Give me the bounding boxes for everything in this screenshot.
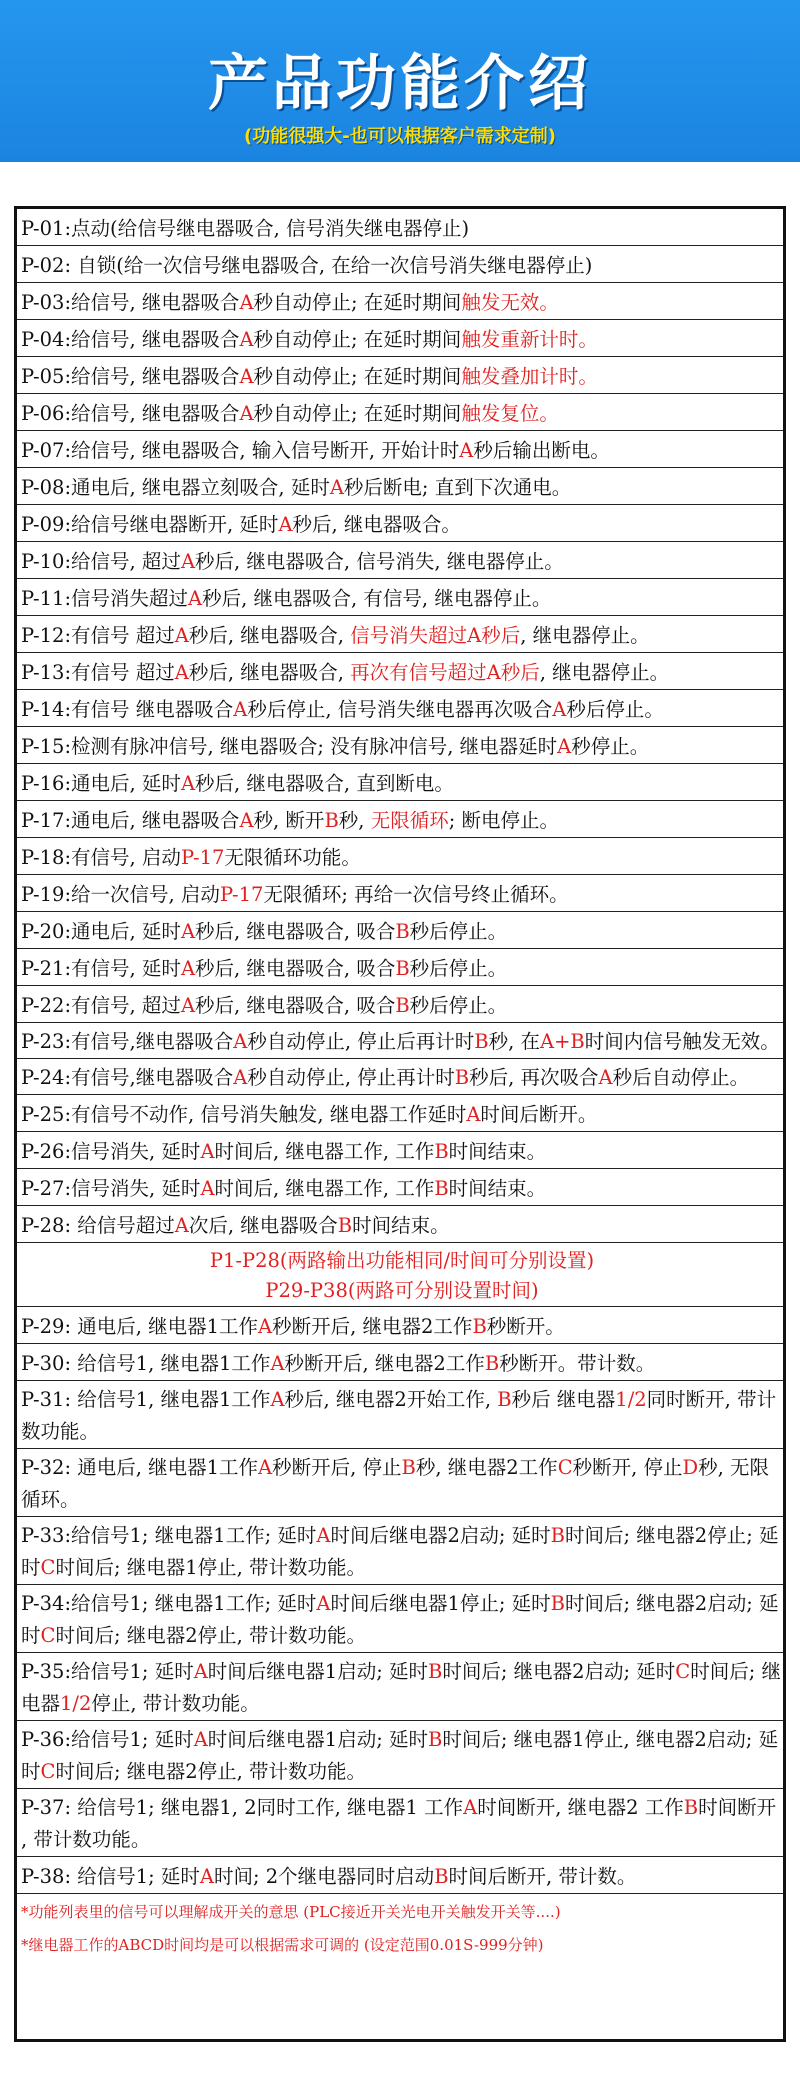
row-text: P-09:给信号继电器断开, 延时 bbox=[21, 513, 279, 536]
highlight-text: A bbox=[233, 1066, 248, 1089]
row-text: 时间后继电器1停止; 延时 bbox=[330, 1592, 551, 1615]
highlight-text: C bbox=[40, 1556, 56, 1579]
highlight-text: C bbox=[557, 1456, 573, 1479]
highlight-text: A bbox=[270, 1352, 285, 1375]
row-text: P-15:检测有脉冲信号, 继电器吸合; 没有脉冲信号, 继电器延时 bbox=[21, 735, 558, 758]
highlight-text: B bbox=[434, 1865, 449, 1888]
highlight-text: B bbox=[395, 994, 410, 1017]
highlight-text: B bbox=[683, 1796, 699, 1819]
row-text: 时间结束。 bbox=[448, 1140, 547, 1163]
row-text: 秒后停止。 bbox=[409, 957, 508, 980]
function-table bbox=[14, 206, 786, 2042]
function-row bbox=[17, 1169, 783, 1206]
highlight-text: 再次有信号超过A秒后 bbox=[350, 661, 540, 684]
row-text: ; 断电停止。 bbox=[448, 809, 559, 832]
highlight-text: B bbox=[497, 1388, 512, 1411]
function-row bbox=[17, 1206, 783, 1243]
highlight-text: 触发复位。 bbox=[461, 402, 559, 425]
function-row bbox=[17, 1344, 783, 1381]
highlight-text: C bbox=[40, 1624, 56, 1647]
row-text: 时间断开 , 带计数功能。 bbox=[21, 1796, 777, 1851]
row-text: 时间后, 继电器工作, 工作 bbox=[214, 1140, 435, 1163]
section-note-row bbox=[17, 1243, 783, 1307]
highlight-text: P-17 bbox=[219, 883, 264, 906]
row-text: P-37: 给信号1; 继电器1, 2同时工作, 继电器1 工作 bbox=[21, 1796, 464, 1819]
highlight-text: A bbox=[239, 402, 254, 425]
highlight-text: B bbox=[395, 957, 410, 980]
function-row bbox=[17, 875, 783, 912]
row-text: P-29: 通电后, 继电器1工作 bbox=[21, 1315, 259, 1338]
function-row bbox=[17, 1585, 783, 1653]
highlight-text: A bbox=[258, 1315, 273, 1338]
highlight-text: B bbox=[427, 1660, 443, 1683]
row-text: 秒后, 继电器2开始工作, bbox=[284, 1388, 498, 1411]
highlight-text: B bbox=[337, 1214, 353, 1237]
row-text: 无限循环; 再给一次信号终止循环。 bbox=[263, 883, 569, 906]
row-text: P-21:有信号, 延时 bbox=[21, 957, 181, 980]
function-row bbox=[17, 616, 783, 653]
function-row bbox=[17, 1653, 783, 1721]
row-text: 秒后 继电器 bbox=[511, 1388, 616, 1411]
row-text: P-35:给信号1; 延时 bbox=[21, 1660, 194, 1683]
highlight-text: B bbox=[401, 1456, 416, 1479]
highlight-text: C bbox=[40, 1760, 56, 1783]
row-text: P-22:有信号, 超过 bbox=[21, 994, 181, 1017]
highlight-text: A bbox=[278, 513, 293, 536]
row-text: 秒断开后, 继电器2工作 bbox=[272, 1315, 473, 1338]
row-text: P-03:给信号, 继电器吸合 bbox=[21, 291, 240, 314]
row-text: 秒, 继电器2工作 bbox=[415, 1456, 558, 1479]
function-row bbox=[17, 1132, 783, 1169]
highlight-text: D bbox=[682, 1456, 699, 1479]
highlight-text: A bbox=[180, 994, 196, 1017]
highlight-text: A bbox=[239, 365, 254, 388]
row-text: 时间结束。 bbox=[448, 1177, 547, 1200]
highlight-text: A bbox=[188, 587, 203, 610]
row-text: 时间后; 继电器1停止, 带计数功能。 bbox=[55, 1556, 367, 1579]
row-text: 时间后; 继电器1停止, 继电器2启动; 延时 bbox=[21, 1728, 779, 1783]
function-row bbox=[17, 320, 783, 357]
function-row bbox=[17, 801, 783, 838]
highlight-text: 触发叠加计时。 bbox=[461, 365, 598, 388]
row-text: 秒后自动停止。 bbox=[612, 1066, 750, 1089]
highlight-text: A bbox=[233, 1030, 248, 1053]
row-text: P-30: 给信号1, 继电器1工作 bbox=[21, 1352, 271, 1375]
row-text: 秒断开, 停止 bbox=[572, 1456, 683, 1479]
function-row bbox=[17, 1857, 783, 1894]
row-text: 秒后输出断电。 bbox=[473, 439, 610, 462]
row-text: 时间内信号触发无效。 bbox=[584, 1030, 780, 1053]
row-text: 时间后断开, 带计数。 bbox=[448, 1865, 637, 1888]
row-text: 秒, 无限循环。 bbox=[21, 1456, 770, 1511]
row-text: 停止, 带计数功能。 bbox=[91, 1692, 260, 1715]
row-text: 秒, 断开 bbox=[253, 809, 325, 832]
row-text: P-36:给信号1; 延时 bbox=[21, 1728, 194, 1751]
row-text: P-26:信号消失, 延时 bbox=[21, 1140, 201, 1163]
row-text: 秒自动停止, 停止后再计时 bbox=[247, 1030, 475, 1053]
highlight-text: A bbox=[233, 698, 248, 721]
row-text: P-12:有信号 超过 bbox=[21, 624, 175, 647]
row-text: 秒后, 继电器吸合, 信号消失, 继电器停止。 bbox=[195, 550, 564, 573]
function-row bbox=[17, 431, 783, 468]
row-text: 秒自动停止; 在延时期间 bbox=[253, 291, 462, 314]
highlight-text: C bbox=[675, 1660, 691, 1683]
highlight-text: B bbox=[324, 809, 339, 832]
row-text: 秒断开。带计数。 bbox=[499, 1352, 656, 1375]
row-text: 秒后, 继电器吸合, 吸合 bbox=[195, 920, 396, 943]
row-text: 秒后, 继电器吸合, bbox=[188, 661, 351, 684]
highlight-text: A bbox=[316, 1592, 331, 1615]
highlight-text: A bbox=[174, 1214, 189, 1237]
row-text: P-08:通电后, 继电器立刻吸合, 延时 bbox=[21, 476, 330, 499]
row-text: 秒自动停止; 在延时期间 bbox=[253, 328, 462, 351]
highlight-text: A bbox=[239, 291, 254, 314]
footnote: *功能列表里的信号可以理解成开关的意思 (PLC接近开关光电开关触发开关等....) bbox=[21, 1903, 561, 1921]
row-text: P-27:信号消失, 延时 bbox=[21, 1177, 201, 1200]
row-text: 秒停止。 bbox=[571, 735, 650, 758]
function-row bbox=[17, 1721, 783, 1789]
row-text: P-10:给信号, 超过 bbox=[21, 550, 181, 573]
function-row bbox=[17, 283, 783, 320]
highlight-text: A bbox=[316, 1524, 331, 1547]
highlight-text: A bbox=[180, 957, 196, 980]
highlight-text: A bbox=[174, 624, 189, 647]
highlight-text: A bbox=[466, 1103, 481, 1126]
row-text: 时间后; 继电器 bbox=[21, 1660, 781, 1715]
row-text: 秒后, 继电器吸合, 吸合 bbox=[195, 957, 396, 980]
row-text: P-04:给信号, 继电器吸合 bbox=[21, 328, 240, 351]
row-text: P-17:通电后, 继电器吸合 bbox=[21, 809, 240, 832]
row-text: 秒自动停止; 在延时期间 bbox=[253, 402, 462, 425]
page-subtitle: (功能很强大-也可以根据客户需求定制) bbox=[244, 126, 556, 147]
row-text: P-31: 给信号1, 继电器1工作 bbox=[21, 1388, 271, 1411]
function-row bbox=[17, 505, 783, 542]
row-text: 秒断开。 bbox=[486, 1315, 565, 1338]
row-text: 秒断开后, 停止 bbox=[272, 1456, 402, 1479]
highlight-text: A bbox=[193, 1660, 208, 1683]
row-text: 秒自动停止, 停止再计时 bbox=[247, 1066, 455, 1089]
row-text: P-01:点动(给信号继电器吸合, 信号消失继电器停止) bbox=[21, 217, 470, 240]
row-text: P-34:给信号1; 继电器1工作; 延时 bbox=[21, 1592, 317, 1615]
row-text: P-32: 通电后, 继电器1工作 bbox=[21, 1456, 259, 1479]
row-text: 秒后停止, 信号消失继电器再次吸合 bbox=[247, 698, 553, 721]
row-text: P-02: 自锁(给一次信号继电器吸合, 在给一次信号消失继电器停止) bbox=[21, 254, 593, 277]
footnote: *继电器工作的ABCD时间均是可以根据需求可调的 (设定范围0.01S-999分钟) bbox=[21, 1936, 544, 1954]
row-text: 秒后停止。 bbox=[409, 920, 508, 943]
function-row bbox=[17, 764, 783, 801]
function-row bbox=[17, 838, 783, 875]
row-text: 时间后; 继电器2启动; 延时 bbox=[442, 1660, 676, 1683]
highlight-text: B bbox=[395, 920, 410, 943]
highlight-text: A bbox=[258, 1456, 273, 1479]
highlight-text: A bbox=[180, 550, 196, 573]
row-text: 次后, 继电器吸合 bbox=[188, 1214, 338, 1237]
row-text: 时间后断开。 bbox=[480, 1103, 598, 1126]
row-text: 时间后继电器1启动; 延时 bbox=[207, 1728, 428, 1751]
row-text: P-16:通电后, 延时 bbox=[21, 772, 181, 795]
row-text: 秒后, 继电器吸合, 直到断电。 bbox=[195, 772, 454, 795]
row-text: 秒后, 继电器吸合, 吸合 bbox=[195, 994, 396, 1017]
highlight-text: B bbox=[427, 1728, 443, 1751]
row-text: 时间结束。 bbox=[352, 1214, 450, 1237]
highlight-text: A bbox=[239, 809, 254, 832]
row-text: P-05:给信号, 继电器吸合 bbox=[21, 365, 240, 388]
highlight-text: B bbox=[434, 1177, 449, 1200]
row-text: 秒后, 继电器吸合, 有信号, 继电器停止。 bbox=[202, 587, 552, 610]
row-text: 秒后, 继电器吸合, bbox=[188, 624, 351, 647]
function-row bbox=[17, 542, 783, 579]
row-text: P-18:有信号, 启动 bbox=[21, 846, 181, 869]
highlight-text: B bbox=[550, 1592, 566, 1615]
function-row bbox=[17, 1307, 783, 1344]
highlight-text: A bbox=[329, 476, 344, 499]
row-text: 秒后, 继电器吸合。 bbox=[292, 513, 461, 536]
highlight-text: A bbox=[552, 698, 567, 721]
highlight-text: A bbox=[459, 439, 474, 462]
row-text: 秒后停止。 bbox=[409, 994, 508, 1017]
row-text: , 继电器停止。 bbox=[520, 624, 650, 647]
highlight-text: A bbox=[463, 1796, 478, 1819]
highlight-text: A bbox=[598, 1066, 613, 1089]
row-text: 时间后; 继电器2停止; 延时 bbox=[21, 1524, 779, 1579]
page-title: 产品功能介绍 bbox=[208, 49, 592, 119]
function-row bbox=[17, 1023, 783, 1059]
row-text: 时间后, 继电器工作, 工作 bbox=[214, 1177, 435, 1200]
function-row bbox=[17, 1059, 783, 1095]
row-text: 时间断开, 继电器2 工作 bbox=[477, 1796, 684, 1819]
function-row bbox=[17, 1449, 783, 1517]
row-text: P-28: 给信号超过 bbox=[21, 1214, 175, 1237]
row-text: 时间后继电器1启动; 延时 bbox=[207, 1660, 428, 1683]
highlight-text: P-17 bbox=[180, 846, 225, 869]
highlight-text: B bbox=[474, 1030, 489, 1053]
row-text: 同时断开, 带计数功能。 bbox=[21, 1388, 777, 1443]
row-text: P-11:信号消失超过 bbox=[21, 587, 189, 610]
row-text: 无限循环功能。 bbox=[224, 846, 361, 869]
row-text: 秒后断电; 直到下次通电。 bbox=[343, 476, 572, 499]
row-text: 秒, bbox=[338, 809, 371, 832]
function-row bbox=[17, 986, 783, 1023]
row-text: 时间; 2个继电器同时启动 bbox=[214, 1865, 435, 1888]
highlight-text: B bbox=[454, 1066, 470, 1089]
row-text: 秒后, 再次吸合 bbox=[469, 1066, 599, 1089]
function-row bbox=[17, 1517, 783, 1585]
row-text: 秒, 在 bbox=[488, 1030, 540, 1053]
row-text: P-20:通电后, 延时 bbox=[21, 920, 181, 943]
row-text: P-38: 给信号1; 延时 bbox=[21, 1865, 200, 1888]
highlight-text: A bbox=[239, 328, 254, 351]
row-text: P-14:有信号 继电器吸合 bbox=[21, 698, 234, 721]
row-text: 秒后停止。 bbox=[566, 698, 664, 721]
function-row bbox=[17, 1789, 783, 1857]
highlight-text: A bbox=[557, 735, 572, 758]
row-text: P-24:有信号,继电器吸合 bbox=[21, 1066, 234, 1089]
highlight-text: A+B bbox=[539, 1030, 585, 1053]
function-row bbox=[17, 579, 783, 616]
row-text: P-13:有信号 超过 bbox=[21, 661, 175, 684]
highlight-text: 触发重新计时。 bbox=[461, 328, 598, 351]
function-row bbox=[17, 1381, 783, 1449]
highlight-text: 无限循环 bbox=[370, 809, 449, 832]
function-row bbox=[17, 1095, 783, 1132]
row-text: P-06:给信号, 继电器吸合 bbox=[21, 402, 240, 425]
highlight-text: B bbox=[550, 1524, 566, 1547]
row-text: 时间后继电器2启动; 延时 bbox=[330, 1524, 551, 1547]
highlight-text: 信号消失超过A秒后 bbox=[350, 624, 521, 647]
highlight-text: A bbox=[200, 1177, 215, 1200]
function-row bbox=[17, 912, 783, 949]
row-text: , 继电器停止。 bbox=[539, 661, 670, 684]
row-text: P29-P38(两路可分别设置时间) bbox=[265, 1279, 539, 1302]
row-text: P-23:有信号,继电器吸合 bbox=[21, 1030, 234, 1053]
highlight-text: A bbox=[200, 1140, 215, 1163]
row-text: P-07:给信号, 继电器吸合, 输入信号断开, 开始计时 bbox=[21, 439, 460, 462]
highlight-text: B bbox=[484, 1352, 500, 1375]
row-text: 时间后; 继电器2停止, 带计数功能。 bbox=[55, 1760, 367, 1783]
page-header bbox=[0, 0, 800, 162]
highlight-text: A bbox=[199, 1865, 214, 1888]
highlight-text: B bbox=[434, 1140, 449, 1163]
row-text: P-33:给信号1; 继电器1工作; 延时 bbox=[21, 1524, 317, 1547]
highlight-text: A bbox=[180, 772, 196, 795]
highlight-text: 触发无效。 bbox=[461, 291, 559, 314]
row-text: 秒断开后, 继电器2工作 bbox=[284, 1352, 485, 1375]
highlight-text: A bbox=[193, 1728, 208, 1751]
row-text: 时间后; 继电器2停止, 带计数功能。 bbox=[55, 1624, 367, 1647]
row-text: 时间后; 继电器2启动; 延时 bbox=[21, 1592, 779, 1647]
function-row bbox=[17, 246, 783, 283]
function-row bbox=[17, 394, 783, 431]
function-row bbox=[17, 690, 783, 727]
row-text: 秒自动停止; 在延时期间 bbox=[253, 365, 462, 388]
row-text: P-25:有信号不动作, 信号消失触发, 继电器工作延时 bbox=[21, 1103, 467, 1126]
function-row bbox=[17, 949, 783, 986]
function-row bbox=[17, 727, 783, 764]
function-row bbox=[17, 653, 783, 690]
function-row bbox=[17, 357, 783, 394]
highlight-text: A bbox=[180, 920, 196, 943]
highlight-text: A bbox=[174, 661, 189, 684]
highlight-text: 1/2 bbox=[60, 1692, 92, 1715]
highlight-text: B bbox=[472, 1315, 487, 1338]
function-row bbox=[17, 209, 783, 246]
row-text: P1-P28(两路输出功能相同/时间可分别设置) bbox=[209, 1249, 595, 1272]
row-text: P-19:给一次信号, 启动 bbox=[21, 883, 220, 906]
highlight-text: A bbox=[270, 1388, 285, 1411]
function-row bbox=[17, 468, 783, 505]
highlight-text: 1/2 bbox=[615, 1388, 647, 1411]
